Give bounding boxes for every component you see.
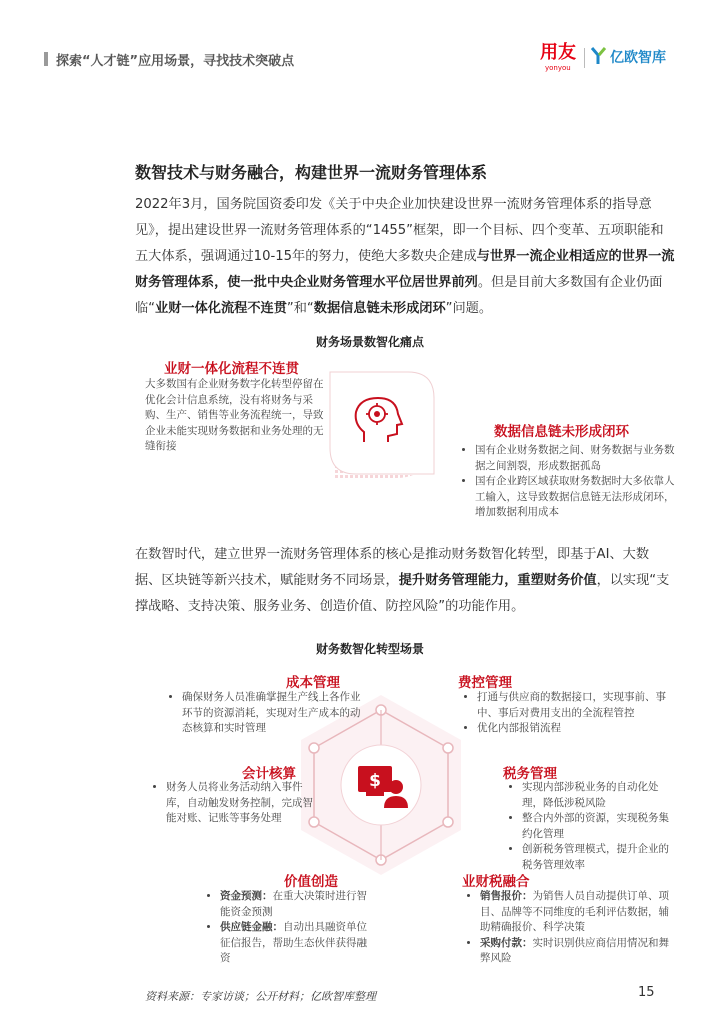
pain-left-title: 业财一体化流程不连贯 xyxy=(164,361,299,377)
value-item-text: 自动出具融资单位征信报告，帮助生态伙伴获得融资 xyxy=(220,921,367,964)
list-item: • 实现内部涉税业务的自动化处理，降低涉税风险 xyxy=(522,780,670,811)
value-item-label: 供应链金融： xyxy=(220,921,283,933)
intro-paragraph xyxy=(135,192,675,322)
list-item xyxy=(220,889,370,920)
scene-accounting-title: 会计核算 xyxy=(242,766,296,782)
scene-expense-list xyxy=(463,690,677,737)
para2-text-c: ，以实现“支撑战略、支持决策、服务业务、创造价值、防控风险”的功能作用。 xyxy=(135,573,670,614)
list-item: • 确保财务人员准确掌握生产线上各作业环节的资源消耗，实现对生产成本的动态核算和实时管理 xyxy=(182,690,362,737)
section-title: 数智技术与财务融合，构建世界一流财务管理体系 xyxy=(135,163,488,182)
list-item: • 创新税务管理模式，提升企业的税务管理效率 xyxy=(522,842,670,873)
list-item: • 打通与供应商的数据接口，实现事前、事中、事后对费用支出的全流程管控 xyxy=(477,690,677,721)
list-item: • 整合内外部的资源，实现税务集约化管理 xyxy=(522,811,670,842)
integration-item-text: 为销售人员自动提供订单、项目、品牌等不同维度的毛利评估数据，辅助精确报价、科学决策 xyxy=(480,890,669,933)
yiou-logo: 亿欧智库 xyxy=(610,50,666,66)
header-title: 探索“人才链”应用场景，寻找技术突破点 xyxy=(56,54,295,69)
para1-text-c: 。但是目前大多数国有企业仍面临“ xyxy=(135,275,663,316)
scene-value-list xyxy=(206,889,370,967)
integration-item-text: 实时识别供应商信用情况和舞弊风险 xyxy=(480,936,669,964)
para1-bold-d: 业财一体化流程不连贯 xyxy=(155,301,287,316)
para1-text-a: 2022年3月，国务院国资委印发《关于中央企业加快建设世界一流财务管理体系的指导意见》，提出建设世界一流财务管理体系的“1455”框架，即一个目标、四个变革、五项职能和五大体系，强调通过10-15年的努力，使绝大多数央企建成 xyxy=(135,197,664,264)
list-item xyxy=(480,936,674,967)
pain-left-text: 大多数国有企业财务数字化转型停留在优化会计信息系统，没有将财务与采购、生产、销售等业务流程统一，导致企业未能实现财务数据和业务处理的无缝衔接 xyxy=(145,378,324,452)
yiou-logo-icon xyxy=(590,46,608,66)
scene-integration-list xyxy=(466,889,674,967)
yonyou-logo: 用友 xyxy=(540,42,576,63)
para1-bold-b: 与世界一流企业相适应的世界一流财务管理体系，使一批中央企业财务管理水平位居世界前列 xyxy=(135,249,675,290)
page-number: 15 xyxy=(638,985,655,1000)
para1-text-g: ”问题。 xyxy=(445,301,493,316)
pain-right-title: 数据信息链未形成闭环 xyxy=(494,424,629,440)
scene-tax-list xyxy=(508,780,670,873)
footer-source: 资料来源：专家访谈；公开材料；亿欧智库整理 xyxy=(145,990,376,1003)
para2-bold-b: 提升财务管理能力，重塑财务价值 xyxy=(398,573,597,588)
list-item: • 财务人员将业务活动纳入事件库，自动触发财务控制，完成智能对账、记账等事务处理 xyxy=(166,780,314,827)
figure1-title: 财务场景数智化痛点 xyxy=(316,335,425,349)
list-item xyxy=(480,889,674,936)
scene-accounting-list xyxy=(152,780,314,827)
logo-divider xyxy=(584,48,585,68)
scene-tax-title: 税务管理 xyxy=(503,766,557,782)
list-item: • 国有企业跨区域获取财务数据时大多依靠人工输入，这导致数据信息链无法形成闭环，增加数据利用成本 xyxy=(475,474,683,521)
transformation-paragraph xyxy=(135,542,675,620)
list-item: • 国有企业财务数据之间、财务数据与业务数据之间割裂，形成数据孤岛 xyxy=(475,443,683,474)
value-item-text: 在重大决策时进行智能资金预测 xyxy=(220,890,367,918)
para1-bold-f: 数据信息链未形成闭环 xyxy=(313,301,446,316)
yonyou-logo-sub: yonyou xyxy=(545,64,571,72)
scene-cost-list xyxy=(168,690,362,737)
pain-right-list xyxy=(461,443,683,521)
integration-item-label: 销售报价： xyxy=(480,890,533,902)
figure1-center-graphic xyxy=(320,370,440,485)
value-item-label: 资金预测： xyxy=(220,890,273,902)
scene-integration-title: 业财税融合 xyxy=(462,874,530,890)
scene-expense-title: 费控管理 xyxy=(458,675,512,691)
list-item: • 优化内部报销流程 xyxy=(477,721,677,737)
scene-value-title: 价值创造 xyxy=(284,874,338,890)
list-item xyxy=(220,920,370,967)
header-accent-bar xyxy=(44,52,48,66)
svg-text:$: $ xyxy=(369,771,381,791)
integration-item-label: 采购付款： xyxy=(480,936,533,949)
figure2-title: 财务数智化转型场景 xyxy=(316,642,425,656)
para1-text-e: ”和“ xyxy=(286,301,314,316)
scene-cost-title: 成本管理 xyxy=(286,675,340,691)
para2-text-a: 在数智时代，建立世界一流财务管理体系的核心是推动财务数智化转型，即基于AI、大数据、区块链等新兴技术，赋能财务不同场景， xyxy=(135,547,650,588)
